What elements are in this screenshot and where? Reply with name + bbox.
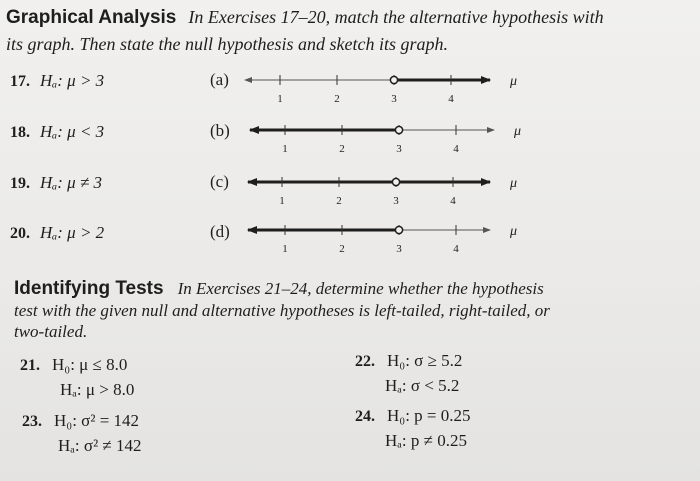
tick-label: 1 <box>277 93 283 105</box>
tick-label: 2 <box>339 143 345 155</box>
section-title: Graphical Analysis <box>6 7 177 28</box>
tick-label: 2 <box>336 195 342 207</box>
variable-label: μ <box>510 224 518 239</box>
tick-label: 4 <box>450 195 456 207</box>
alt-hypothesis-22: Hₐ: σ < 5.2 <box>385 376 460 395</box>
null-hypothesis: H₀: μ ≤ 8.0 <box>52 355 128 374</box>
tick-label: 3 <box>393 195 399 207</box>
section-identifying-tests <box>14 278 544 300</box>
tick-label: 3 <box>396 143 402 155</box>
graph-c-label: (c) <box>210 172 229 191</box>
graph-b-label: (b) <box>210 121 230 140</box>
tick-label: 3 <box>391 93 397 105</box>
exercise-23: 23. H₀: σ² = 142 <box>22 411 140 430</box>
tick-label: 1 <box>282 243 288 255</box>
exercise-expression: Hₐ: μ > 2 <box>40 223 105 242</box>
tick-label: 1 <box>282 143 288 155</box>
tick-label: 3 <box>396 243 402 255</box>
tick-label: 1 <box>279 195 285 207</box>
tick-label: 4 <box>448 93 454 105</box>
exercise-24: 24. H₀: p = 0.25 <box>355 406 471 425</box>
exercise-expression: Hₐ: μ > 3 <box>40 71 105 90</box>
exercise-expression: Hₐ: μ ≠ 3 <box>40 173 103 192</box>
exercise-22: 22. H₀: σ ≥ 5.2 <box>355 351 463 370</box>
tick-label: 4 <box>453 243 459 255</box>
critical-point <box>390 76 397 83</box>
section-instructions-line3: two-tailed. <box>14 322 88 341</box>
alt-hypothesis-21: Hₐ: μ > 8.0 <box>60 380 135 399</box>
exercise-expression: Hₐ: μ < 3 <box>40 122 105 141</box>
tick-label: 2 <box>339 243 345 255</box>
critical-point <box>392 178 399 185</box>
null-hypothesis: H₀: σ² = 142 <box>54 411 140 430</box>
tick-label: 4 <box>453 143 459 155</box>
alt-hypothesis-24: Hₐ: p ≠ 0.25 <box>385 431 467 450</box>
section-instructions-line1: In Exercises 21–24, determine whether the hypothesis <box>177 279 544 298</box>
section-title: Identifying Tests <box>14 278 164 299</box>
exercise-17: 17. Hₐ: μ > 3 <box>10 71 105 90</box>
alt-hypothesis-23: Hₐ: σ² ≠ 142 <box>58 436 142 455</box>
tick-label: 2 <box>334 93 340 105</box>
exercise-21: 21. H₀: μ ≤ 8.0 <box>20 355 128 374</box>
section-instructions-line2: its graph. Then state the null hypothesis and sketch its graph. <box>6 34 448 54</box>
variable-label: μ <box>510 176 518 191</box>
exercise-19: 19. Hₐ: μ ≠ 3 <box>10 173 103 192</box>
variable-label: μ <box>510 74 518 89</box>
graph-a-label: (a) <box>210 70 229 89</box>
null-hypothesis: H₀: p = 0.25 <box>387 406 471 425</box>
graph-d-label: (d) <box>210 222 230 241</box>
null-hypothesis: H₀: σ ≥ 5.2 <box>387 351 463 370</box>
section-instructions-line2: test with the given null and alternative hypotheses is left-tailed, right-tailed, or <box>14 301 550 320</box>
section-instructions-line1: In Exercises 17–20, match the alternative hypothesis with <box>188 7 604 27</box>
variable-label: μ <box>514 124 522 139</box>
critical-point <box>395 226 402 233</box>
exercise-18: 18. Hₐ: μ < 3 <box>10 122 105 141</box>
critical-point <box>395 126 402 133</box>
exercise-20: 20. Hₐ: μ > 2 <box>10 223 105 242</box>
